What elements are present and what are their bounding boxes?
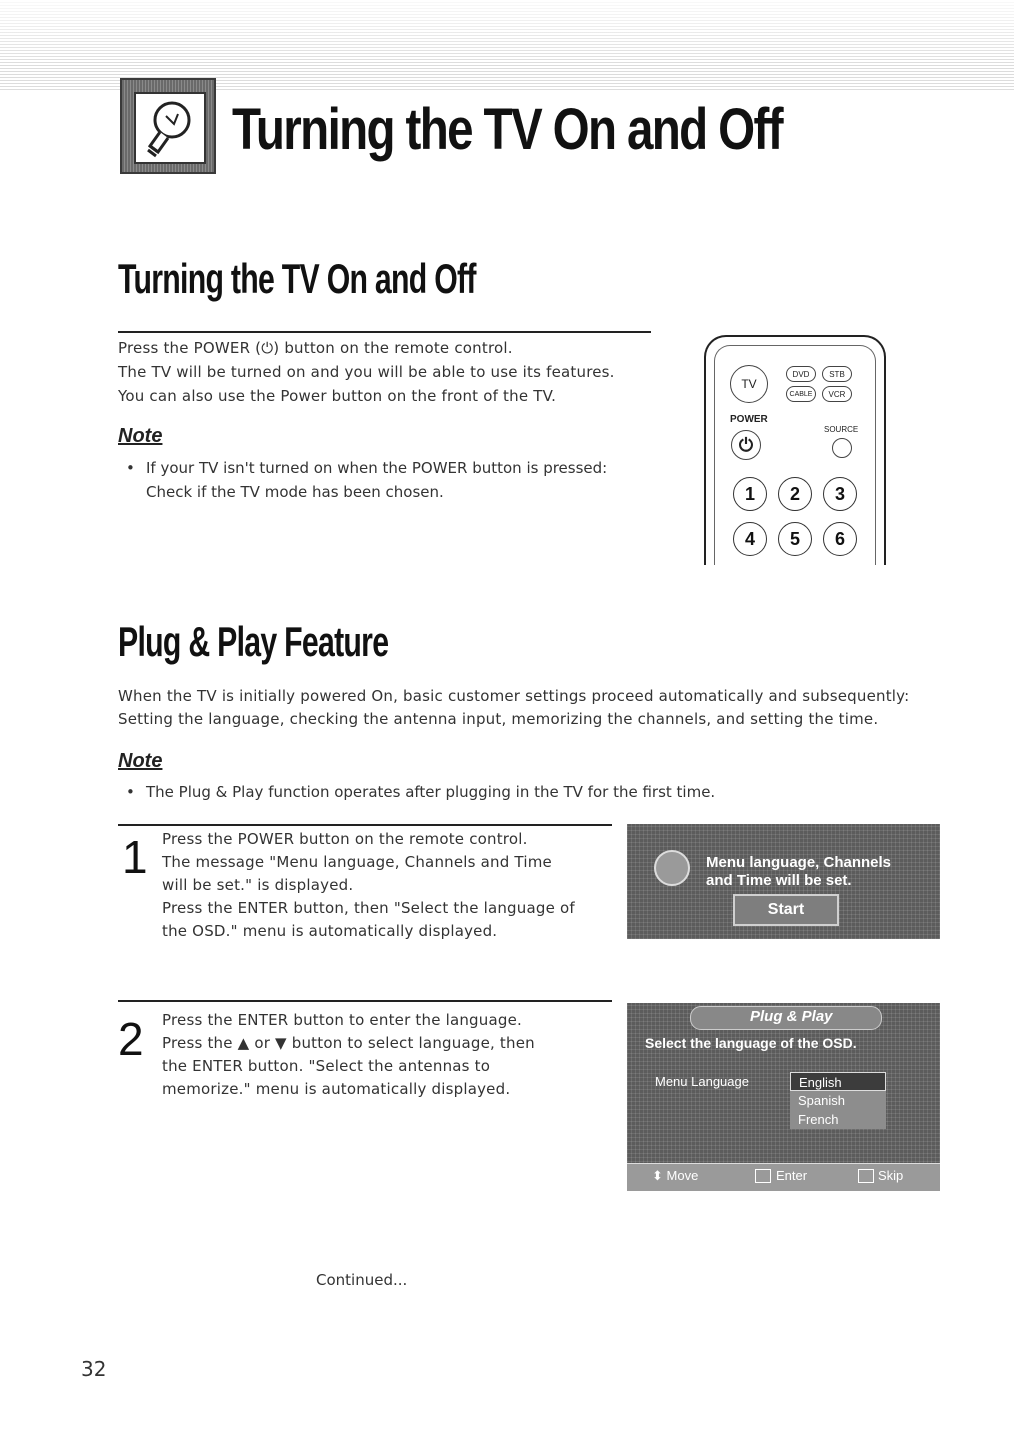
osd-message-line-1: Menu language, Channels	[706, 854, 892, 871]
step-1-line-3: will be set." is displayed.	[162, 876, 354, 894]
source-button-icon	[832, 438, 852, 458]
osd-title: Plug & Play	[750, 1008, 833, 1025]
info-icon	[654, 850, 690, 886]
skip-icon	[858, 1169, 874, 1183]
step-1-line-2: The message "Menu language, Channels and Time	[162, 853, 552, 871]
step-2-line-2: Press the ▲ or ▼ button to select language, then	[162, 1034, 535, 1052]
power-line-1: Press the POWER (⏻) button on the remote control.	[118, 339, 513, 357]
osd-footer-enter: Enter	[776, 1168, 808, 1183]
osd-message-line-2: and Time will be set.	[706, 872, 852, 889]
cable-mode-button: CABLE	[786, 386, 816, 402]
osd-footer-move: ⬍ Move	[652, 1168, 699, 1183]
number-button-2: 2	[778, 477, 812, 511]
osd-field-label: Menu Language	[655, 1074, 749, 1089]
section-title-power: Turning the TV On and Off	[118, 255, 476, 302]
step-2-number: 2	[118, 1013, 144, 1065]
osd-footer-skip: Skip	[878, 1168, 904, 1183]
tv-mode-button: TV	[730, 365, 768, 403]
power-line-3: You can also use the Power button on the front of the TV.	[118, 387, 557, 405]
number-button-1: 1	[733, 477, 767, 511]
power-icon: ⏻	[731, 430, 761, 460]
osd-option-spanish: Spanish	[790, 1091, 886, 1110]
osd-prompt: Select the language of the OSD.	[645, 1035, 857, 1051]
source-label: SOURCE	[824, 425, 859, 434]
number-button-3: 3	[823, 477, 857, 511]
number-button-6: 6	[823, 522, 857, 556]
dvd-mode-button: DVD	[786, 366, 816, 382]
step-2-line-1: Press the ENTER button to enter the language.	[162, 1011, 522, 1029]
note-heading-2: Note	[118, 750, 163, 772]
plug-play-intro-2: Setting the language, checking the antenna input, memorizing the channels, and setting the time.	[118, 710, 879, 728]
stb-mode-button: STB	[822, 366, 852, 382]
plug-play-intro-1: When the TV is initially powered On, basic customer settings proceed automatically and subsequently:	[118, 687, 910, 705]
osd-start-button: Start	[733, 894, 839, 926]
step-1-line-4: Press the ENTER button, then "Select the language of	[162, 899, 575, 917]
lightbulb-icon	[120, 78, 216, 174]
chapter-title: Turning the TV On and Off	[232, 97, 782, 162]
step-1-line-5: the OSD." menu is automatically displayed.	[162, 922, 498, 940]
power-label: POWER	[730, 414, 768, 425]
note-bullet-2: • The Plug & Play function operates after plugging in the TV for the first time.	[126, 783, 716, 801]
step-2-line-4: memorize." menu is automatically displayed.	[162, 1080, 511, 1098]
section-rule	[118, 331, 651, 333]
step-2-rule	[118, 1000, 612, 1002]
note-heading: Note	[118, 425, 163, 447]
step-1-number: 1	[122, 831, 148, 883]
step-1-rule	[118, 824, 612, 826]
step-1-line-1: Press the POWER button on the remote control.	[162, 830, 528, 848]
note-bullet-continued: Check if the TV mode has been chosen.	[146, 483, 444, 501]
power-line-2: The TV will be turned on and you will be able to use its features.	[118, 363, 615, 381]
enter-icon	[755, 1169, 771, 1183]
continued-label: Continued...	[316, 1271, 408, 1289]
note-bullet: • If your TV isn't turned on when the POWER button is pressed:	[126, 459, 608, 477]
osd-language-screen	[627, 1003, 940, 1190]
page-number: 32	[81, 1357, 107, 1381]
step-2-line-3: the ENTER button. "Select the antennas to	[162, 1057, 491, 1075]
vcr-mode-button: VCR	[822, 386, 852, 402]
number-button-5: 5	[778, 522, 812, 556]
osd-option-french: French	[790, 1110, 886, 1129]
osd-option-english: English	[790, 1072, 886, 1091]
number-button-4: 4	[733, 522, 767, 556]
section-title-plug-and-play: Plug & Play Feature	[118, 618, 389, 665]
